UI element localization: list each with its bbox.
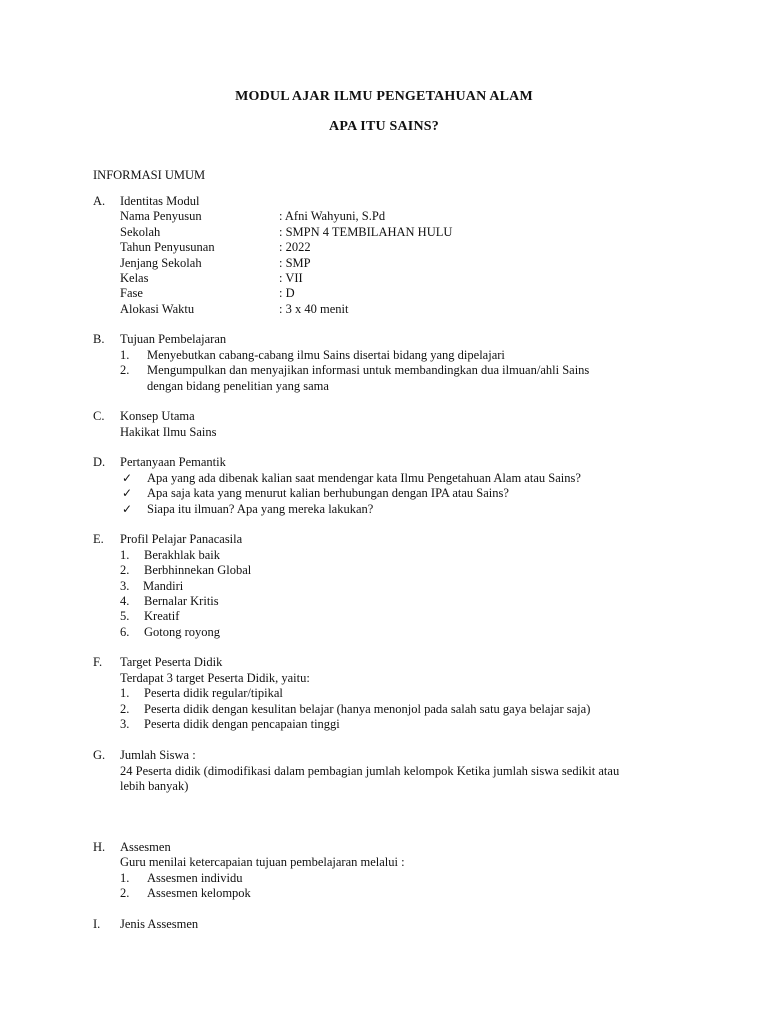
list-number: 2.: [120, 563, 130, 577]
list-item: Peserta didik dengan kesulitan belajar (hanya menonjol pada salah satu gaya belajar saja): [144, 702, 591, 716]
section-h-title: Assesmen: [120, 840, 171, 854]
identity-label: Kelas: [120, 271, 149, 285]
list-number: 2.: [120, 886, 130, 900]
section-b-letter: B.: [93, 332, 105, 346]
identity-label: Fase: [120, 286, 143, 300]
list-item: Bernalar Kritis: [144, 594, 219, 608]
list-item: Siapa itu ilmuan? Apa yang mereka lakukan?: [147, 502, 374, 516]
section-b-title: Tujuan Pembelajaran: [120, 332, 227, 346]
identity-label: Sekolah: [120, 225, 161, 239]
section-i-letter: I.: [93, 917, 101, 931]
section-f-title: Target Peserta Didik: [120, 655, 223, 669]
section-c-title: Konsep Utama: [120, 409, 195, 423]
list-number: 3.: [120, 579, 130, 593]
list-number: 6.: [120, 625, 130, 639]
list-item: Berakhlak baik: [144, 548, 221, 562]
identity-value: : 3 x 40 menit: [279, 302, 349, 316]
list-item: Peserta didik dengan pencapaian tinggi: [144, 717, 340, 731]
list-item: Assesmen individu: [147, 871, 243, 885]
section-i-title: Jenis Assesmen: [120, 917, 199, 931]
list-number: 1.: [120, 348, 130, 362]
list-number: 4.: [120, 594, 130, 608]
list-number: 2.: [120, 363, 130, 377]
list-item: Gotong royong: [144, 625, 221, 639]
checkmark-icon: ✓: [122, 471, 133, 485]
list-item: Peserta didik regular/tipikal: [144, 686, 283, 700]
section-c-letter: C.: [93, 409, 105, 423]
identity-value: : 2022: [279, 240, 311, 254]
identity-label: Jenjang Sekolah: [120, 256, 202, 270]
section-h-intro: Guru menilai ketercapaian tujuan pembelajaran melalui :: [120, 855, 405, 869]
identity-label: Tahun Penyusunan: [120, 240, 215, 254]
identity-value: : Afni Wahyuni, S.Pd: [279, 209, 386, 223]
section-a-letter: A.: [93, 194, 106, 208]
info-heading: INFORMASI UMUM: [93, 168, 206, 182]
list-item: Mengumpulkan dan menyajikan informasi untuk membandingkan dua ilmuan/ahli Sains: [147, 363, 590, 377]
section-d-letter: D.: [93, 455, 106, 469]
section-f-intro: Terdapat 3 target Peserta Didik, yaitu:: [120, 671, 310, 685]
list-item: Mandiri: [143, 579, 184, 593]
list-number: 3.: [120, 717, 130, 731]
section-g-body: 24 Peserta didik (dimodifikasi dalam pembagian jumlah kelompok Ketika jumlah siswa sedikit atau: [120, 764, 620, 778]
section-g-body-continuation: lebih banyak): [120, 779, 189, 793]
identity-value: : SMPN 4 TEMBILAHAN HULU: [279, 225, 453, 239]
list-number: 2.: [120, 702, 130, 716]
list-item: Kreatif: [144, 609, 180, 623]
page-subtitle: APA ITU SAINS?: [329, 119, 439, 134]
section-g-title: Jumlah Siswa :: [120, 748, 196, 762]
checkmark-icon: ✓: [122, 486, 133, 500]
checkmark-icon: ✓: [122, 502, 133, 516]
page-title: MODUL AJAR ILMU PENGETAHUAN ALAM: [235, 89, 533, 104]
section-h-letter: H.: [93, 840, 106, 854]
section-d-title: Pertanyaan Pemantik: [120, 455, 226, 469]
list-number: 1.: [120, 871, 130, 885]
section-a-title: Identitas Modul: [120, 194, 200, 208]
list-item: Assesmen kelompok: [147, 886, 251, 900]
section-e-letter: E.: [93, 532, 104, 546]
list-number: 5.: [120, 609, 130, 623]
list-item: Menyebutkan cabang-cabang ilmu Sains disertai bidang yang dipelajari: [147, 348, 505, 362]
identity-label: Alokasi Waktu: [120, 302, 195, 316]
identity-value: : VII: [279, 271, 303, 285]
list-item-continuation: dengan bidang penelitian yang sama: [147, 379, 329, 393]
section-c-body: Hakikat Ilmu Sains: [120, 425, 217, 439]
identity-value: : D: [279, 286, 295, 300]
list-number: 1.: [120, 548, 130, 562]
list-number: 1.: [120, 686, 130, 700]
section-f-letter: F.: [93, 655, 103, 669]
identity-label: Nama Penyusun: [120, 209, 202, 223]
section-g-letter: G.: [93, 748, 106, 762]
list-item: Apa saja kata yang menurut kalian berhubungan dengan IPA atau Sains?: [147, 486, 509, 500]
section-e-title: Profil Pelajar Panacasila: [120, 532, 243, 546]
list-item: Apa yang ada dibenak kalian saat mendengar kata Ilmu Pengetahuan Alam atau Sains?: [147, 471, 581, 485]
list-item: Berbhinnekan Global: [144, 563, 252, 577]
identity-value: : SMP: [279, 256, 311, 270]
